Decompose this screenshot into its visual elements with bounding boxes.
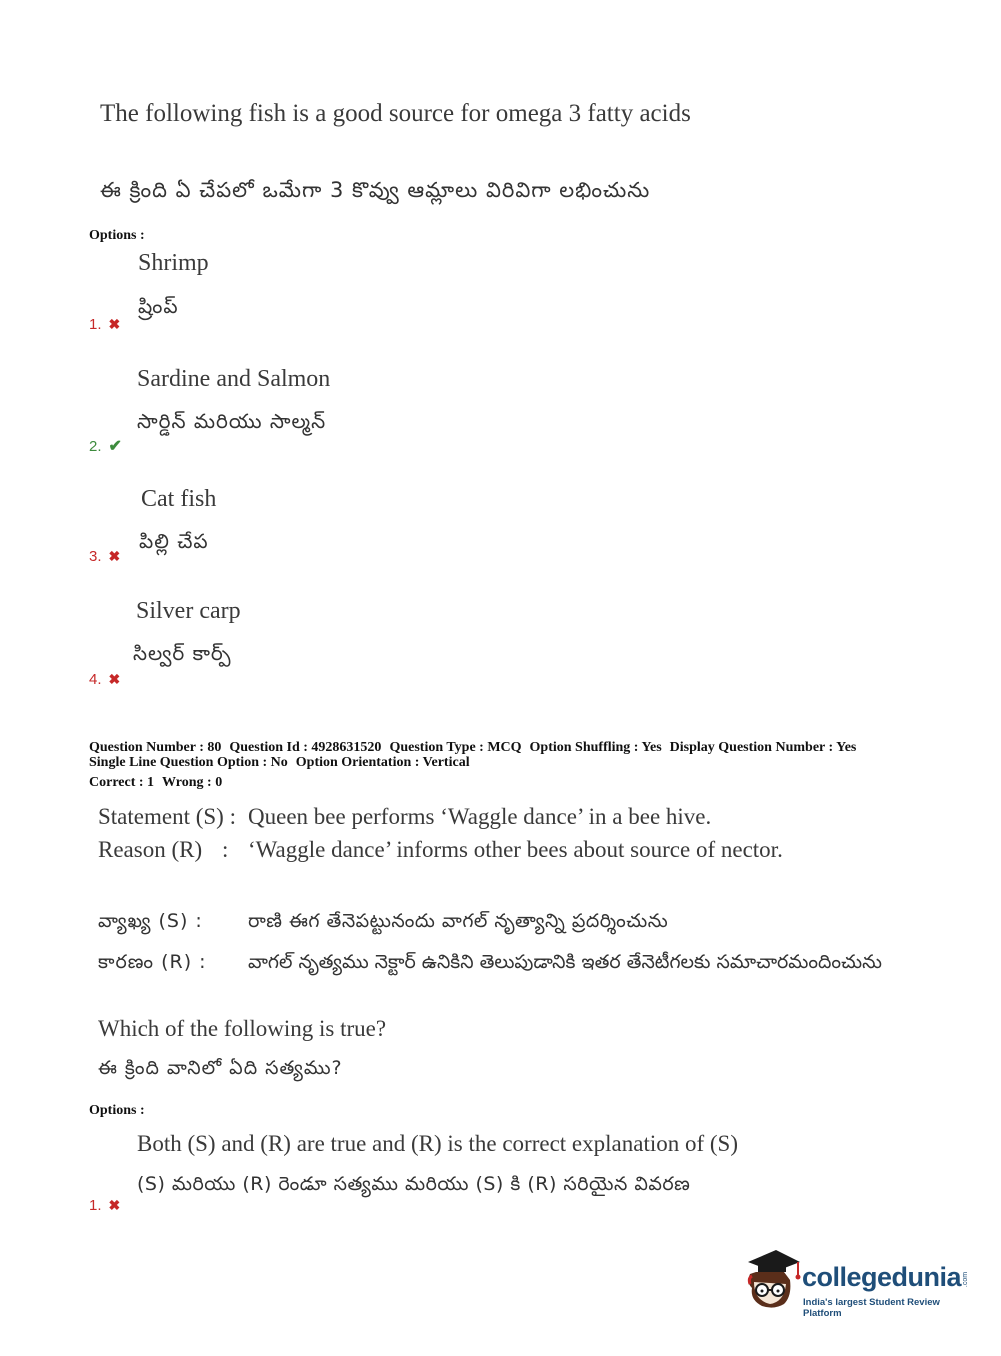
option-3-marker [89,548,120,565]
question-meta-line-2 [89,755,478,770]
meta-option-orientation: Option Orientation : Vertical [295,755,470,770]
meta-option-shuffling: Option Shuffling : Yes [529,740,662,755]
option-1-text-te: ష్రింప్ [138,294,179,318]
option-1-text-en: Shrimp [138,250,209,276]
logo-wordmark: collegedunia [802,1262,962,1292]
option-3-text-en: Cat fish [141,486,217,512]
meta-question-type: Question Type : MCQ [389,740,522,755]
statement-text-te: రాణి ఈగ తేనెపట్టునందు వాగల్ నృత్యాన్ని ప్రదర్శించును [248,910,669,932]
statement-label-te: వ్యాఖ్య (S) : [98,910,203,932]
meta-display-question-number: Display Question Number : Yes [669,740,857,755]
student-mascot-icon [740,1248,802,1312]
option-4-text-en: Silver carp [136,598,241,624]
option-4-text-te: సిల్వర్ కార్ప్ [133,641,232,665]
meta-question-number: Question Number : 80 [89,740,222,755]
wrong-cross-icon: ✖ [108,1197,121,1213]
option-1-marker [89,316,120,333]
meta-single-line-option: Single Line Question Option : No [89,755,288,770]
question-meta-line-1 [89,740,864,755]
option-number: 1. [89,1197,102,1214]
question-text-en: The following fish is a good source for omega 3 fatty acids [100,100,691,127]
wrong-cross-icon: ✖ [108,671,121,687]
reason-label-te: కారణం (R) : [98,951,207,973]
logo-domain-suffix: .com [962,1271,970,1288]
option-4-marker [89,671,120,688]
correct-check-icon: ✔ [108,438,122,455]
options-label: Options : [89,1103,145,1118]
option-number: 1. [89,316,102,333]
meta-correct-marks: Correct : 1 [89,775,155,790]
reason-label-en: Reason (R) [98,837,203,862]
option-number: 2. [89,438,102,455]
statement-label-en: Statement (S) : [98,804,236,829]
reason-colon: : [222,837,229,862]
option-2-text-te: సార్డిన్ మరియు సాల్మన్ [137,409,327,433]
meta-wrong-marks: Wrong : 0 [162,775,223,790]
reason-text-en: ‘Waggle dance’ informs other bees about source of nector. [248,837,783,862]
option-3-text-te: పిల్లి చేప [139,529,209,553]
q80-option-1-marker [89,1197,120,1214]
q80-option-1-text-te: (S) మరియు (R) రెండూ సత్యము మరియు (S) కి (R) సరియైన వివరణ [137,1173,691,1195]
wrong-cross-icon: ✖ [108,316,121,332]
option-2-text-en: Sardine and Salmon [137,366,331,392]
option-number: 3. [89,548,102,565]
meta-question-id: Question Id : 4928631520 [229,740,382,755]
option-2-marker [89,436,122,456]
q80-option-1-text-en: Both (S) and (R) are true and (R) is the correct explanation of (S) [137,1131,738,1156]
wrong-cross-icon: ✖ [108,548,121,564]
collegedunia-logo[interactable] [740,1248,970,1318]
question-80-text-te: ఈ క్రింది వానిలో ఏది సత్యము? [98,1057,343,1079]
logo-tagline: India's largest Student Review Platform [803,1297,940,1319]
question-meta-line-3 [89,775,230,790]
question-text-te: ఈ క్రింది ఏ చేపలో ఒమేగా 3 కొవ్వు ఆమ్లాలు విరివిగా లభించును [100,178,651,202]
option-number: 4. [89,671,102,688]
statement-text-en: Queen bee performs ‘Waggle dance’ in a bee hive. [248,804,712,829]
options-label: Options : [89,228,145,243]
question-80-text-en: Which of the following is true? [98,1016,387,1041]
reason-text-te: వాగల్ నృత్యము నెక్టార్ ఉనికిని తెలుపుడానికి ఇతర తేనెటీగలకు సమాచారమందించును [248,951,882,973]
